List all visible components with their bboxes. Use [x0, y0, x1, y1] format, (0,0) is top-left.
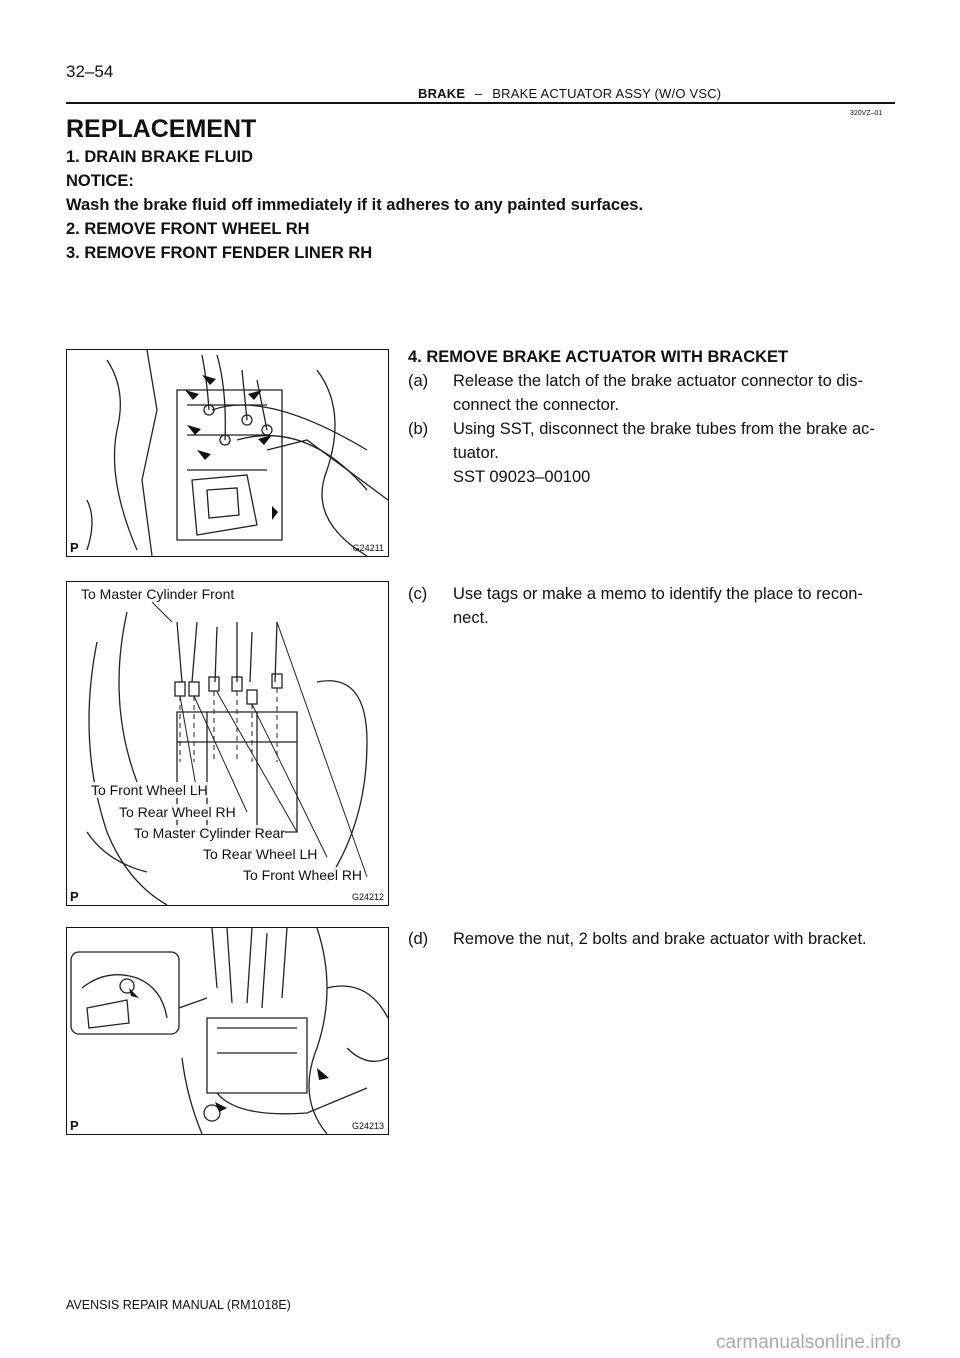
document-id: 320VZ–01 [850, 110, 883, 117]
page-title: REPLACEMENT [66, 115, 257, 143]
figure-1-code: G24211 [352, 543, 384, 553]
notice-text: Wash the brake fluid off immediately if it adheres to any painted surfaces. [66, 196, 644, 214]
step-4a-line1: Release the latch of the brake actuator connector to dis- [453, 372, 863, 390]
header-separator: – [475, 86, 483, 101]
step-4d-label: (d) [408, 930, 429, 948]
label-front-wheel-rh: To Front Wheel RH [243, 867, 363, 883]
footer-manual-id: AVENSIS REPAIR MANUAL (RM1018E) [66, 1298, 291, 1312]
figure-2-code: G24212 [351, 892, 384, 902]
figure-tube-identification [66, 581, 389, 906]
step-4b-label: (b) [408, 420, 429, 438]
step-4c-line2: nect. [453, 609, 489, 627]
step-4c-label: (c) [408, 585, 428, 603]
step-4b-line2: tuator. [453, 444, 499, 462]
header-section: BRAKE [418, 86, 466, 101]
label-front-wheel-lh: To Front Wheel LH [91, 782, 208, 798]
figure-3-marker: P [70, 1118, 79, 1133]
label-master-cylinder-rear: To Master Cylinder Rear [134, 825, 285, 841]
step-1: 1. DRAIN BRAKE FLUID [66, 148, 254, 166]
running-header [418, 86, 721, 101]
step-2: 2. REMOVE FRONT WHEEL RH [66, 220, 310, 238]
header-subsection: BRAKE ACTUATOR ASSY (W/O VSC) [492, 86, 722, 101]
header-rule [66, 102, 895, 104]
figure-3-illustration [67, 928, 388, 1134]
sst-number: SST 09023–00100 [453, 468, 591, 486]
step-4b-line1: Using SST, disconnect the brake tubes from the brake ac- [453, 420, 875, 438]
step-4c-line1: Use tags or make a memo to identify the place to recon- [453, 585, 863, 603]
figure-1-marker: P [70, 540, 79, 555]
page-number: 32–54 [66, 62, 114, 81]
label-rear-wheel-rh: To Rear Wheel RH [119, 804, 236, 820]
step-4a-label: (a) [408, 372, 429, 390]
figure-3-code: G24213 [351, 1121, 384, 1131]
figure-actuator-connector [66, 349, 389, 557]
step-4a-line2: connect the connector. [453, 396, 620, 414]
step-4-heading: 4. REMOVE BRAKE ACTUATOR WITH BRACKET [408, 348, 789, 366]
step-4d-line1: Remove the nut, 2 bolts and brake actuator with bracket. [453, 930, 867, 948]
figure-actuator-removal [66, 927, 389, 1135]
label-rear-wheel-lh: To Rear Wheel LH [203, 846, 318, 862]
figure-1-illustration [67, 350, 388, 556]
watermark: carmanualsonline.info [716, 1332, 901, 1353]
notice-label: NOTICE: [66, 172, 134, 190]
label-master-cylinder-front: To Master Cylinder Front [81, 586, 235, 602]
figure-2-marker: P [70, 889, 79, 904]
step-3: 3. REMOVE FRONT FENDER LINER RH [66, 244, 373, 262]
